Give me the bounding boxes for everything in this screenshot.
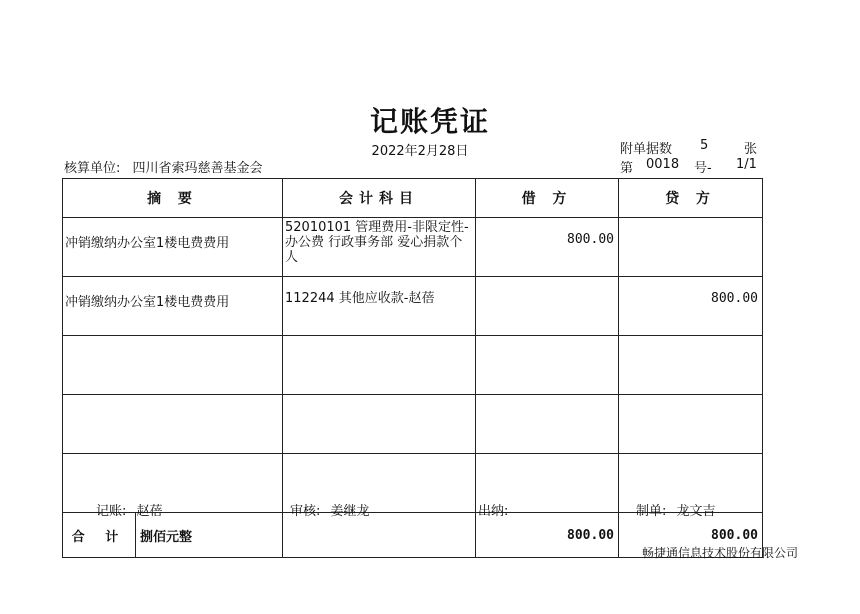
row-debit [476, 277, 619, 336]
row-debit: 800.00 [476, 218, 619, 277]
row-summary [63, 395, 283, 454]
row-credit [619, 336, 763, 395]
reviewer-signature [290, 500, 370, 519]
table-header [63, 179, 763, 218]
software-vendor: 畅捷通信息技术股份有限公司 [641, 546, 798, 560]
voucher-date: 2022年2月28日 [371, 144, 469, 159]
header-account: 会计科目 [283, 179, 476, 218]
bookkeeper-label: 记账: [96, 504, 127, 519]
table-row [63, 336, 763, 395]
row-credit: 800.00 [619, 277, 763, 336]
row-account [283, 395, 476, 454]
attachments-label: 附单据数 [620, 142, 673, 157]
reviewer-label: 审核: [290, 504, 321, 519]
header-credit: 贷 方 [619, 179, 763, 218]
unit-name: 四川省索玛慈善基金会 [132, 161, 263, 176]
total-cell [63, 513, 283, 558]
unit-label: 核算单位: [64, 161, 121, 176]
row-account: 52010101 管理费用-非限定性-办公费 行政事务部 爱心捐款个人 [283, 218, 476, 277]
header-debit: 借 方 [476, 179, 619, 218]
row-debit [476, 395, 619, 454]
cashier-label: 出纳: [478, 504, 509, 519]
row-credit [619, 218, 763, 277]
number-prefix: 第 [620, 161, 634, 176]
preparer-label: 制单: [636, 504, 667, 519]
voucher-title: 记账凭证 [369, 105, 490, 138]
bookkeeper-signature [96, 500, 163, 519]
reviewer-name: 姜继龙 [330, 504, 370, 519]
total-label: 合 计 [63, 513, 136, 557]
number-suffix: 号- [694, 161, 712, 176]
voucher-number: 0018 [646, 157, 680, 172]
table-row [63, 395, 763, 454]
row-account: 112244 其他应收款-赵蓓 [283, 277, 476, 336]
attachments-count: 5 [700, 138, 709, 153]
table-row [63, 218, 763, 277]
total-amount-words: 捌佰元整 [140, 529, 193, 545]
preparer-name: 龙文吉 [676, 504, 716, 519]
row-credit [619, 395, 763, 454]
preparer-signature [636, 500, 716, 519]
page-indicator: 1/1 [736, 157, 757, 172]
total-empty-cell [283, 513, 476, 558]
row-debit [476, 336, 619, 395]
table-row [63, 277, 763, 336]
accounting-unit [64, 157, 263, 176]
cashier-signature [478, 500, 514, 519]
attachments-unit: 张 [744, 142, 758, 157]
row-summary: 冲销缴纳办公室1楼电费费用 [63, 277, 283, 336]
total-debit: 800.00 [476, 513, 619, 558]
row-account [283, 336, 476, 395]
bookkeeper-name: 赵蓓 [136, 504, 163, 519]
row-summary: 冲销缴纳办公室1楼电费费用 [63, 218, 283, 277]
row-summary [63, 336, 283, 395]
header-summary: 摘 要 [63, 179, 283, 218]
total-credit: 800.00 [619, 513, 763, 558]
